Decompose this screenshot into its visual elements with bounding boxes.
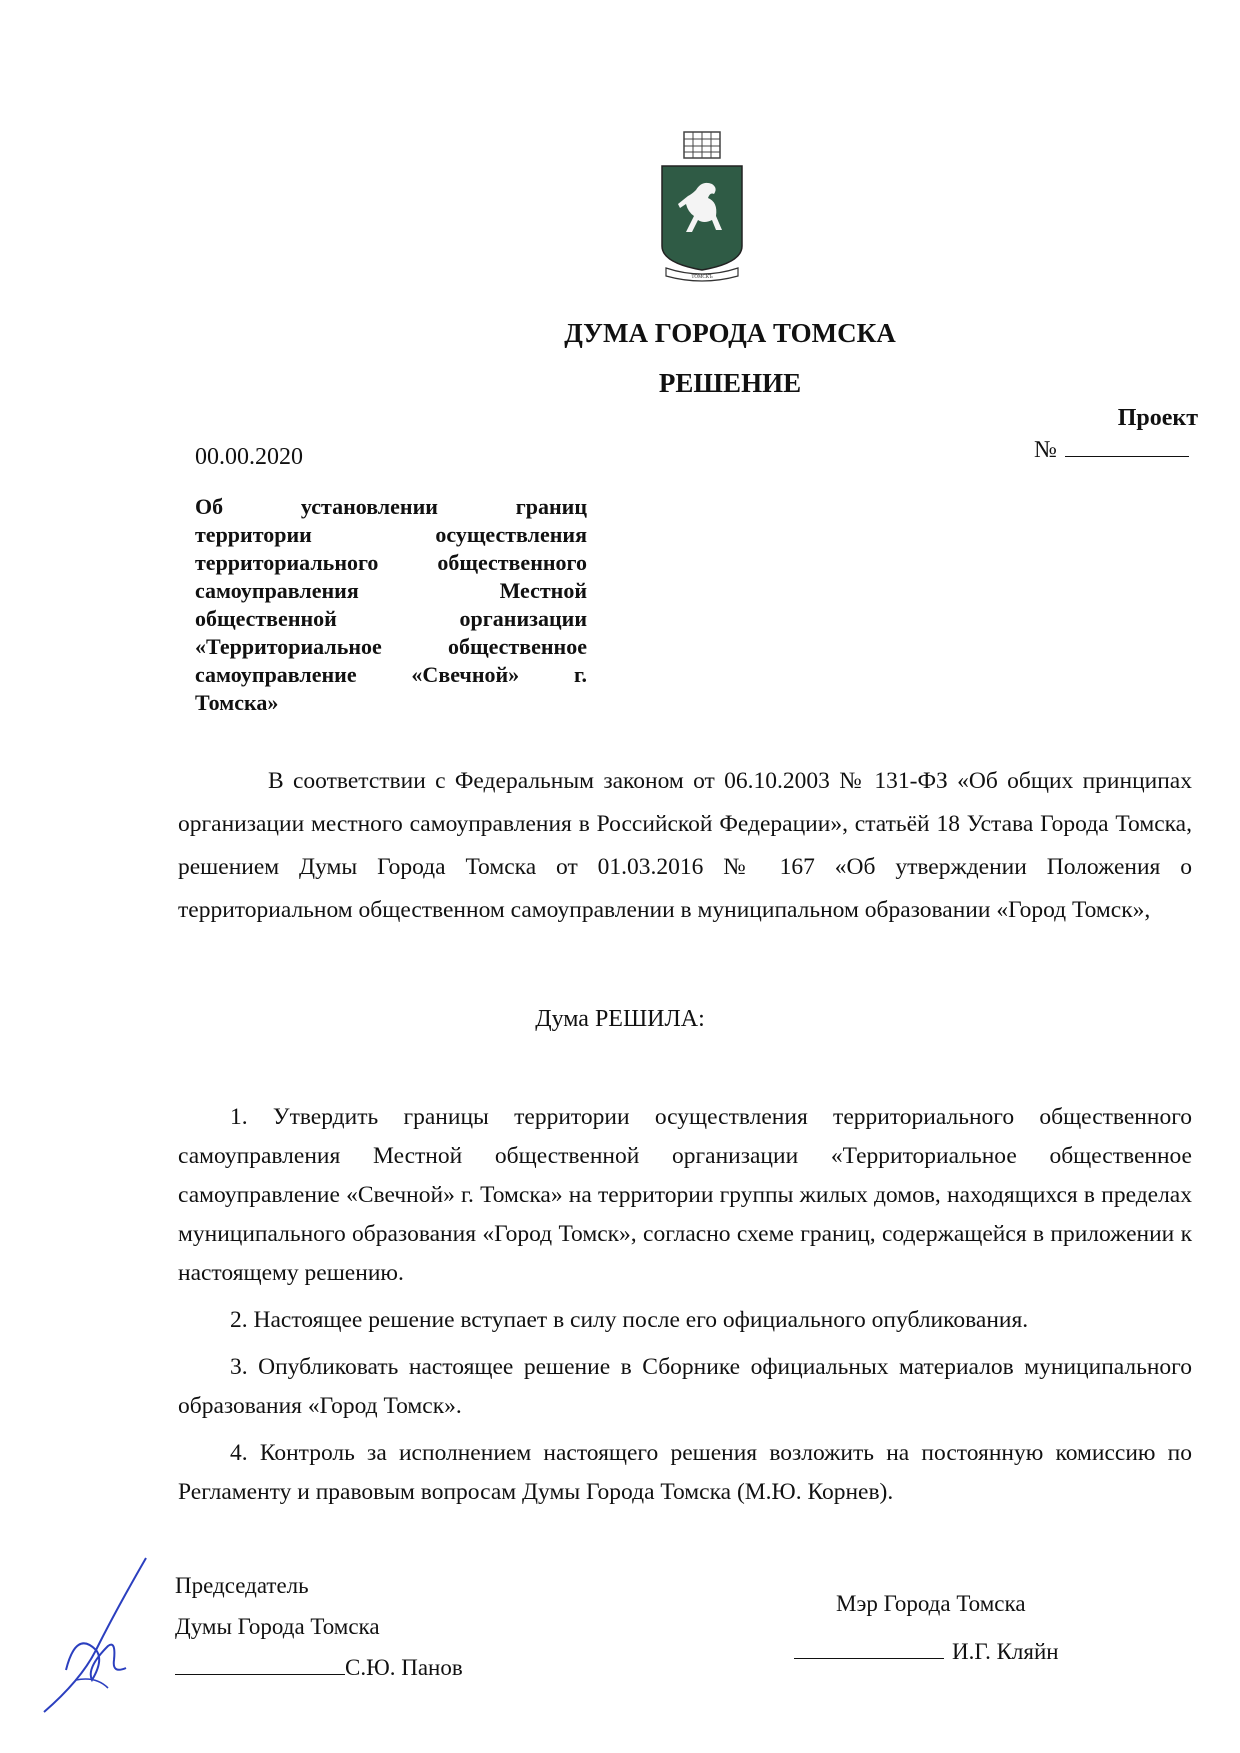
mayor-signature-line: [794, 1636, 944, 1659]
decision-item: 1. Утвердить границы территории осуществления территориального общественного самоуправления Местной общественной организации «Территориальное общественное самоуправление «Свечной» г. Томска» на территории группы жилых домов, находящихся в пределах муниципального образования «Город Томск», согласно схеме границ, содержащейся в приложении к настоящему решению.: [178, 1104, 1192, 1286]
city-emblem: [652, 128, 752, 286]
subject-line: Томска»: [195, 690, 279, 715]
subject-line: самоуправление «Свечной» г.: [195, 662, 587, 687]
organization-title: ДУМА ГОРОДА ТОМСКА: [564, 318, 896, 348]
document-number: [1034, 436, 1189, 464]
emblem-motto: ТОМСКЪ: [691, 275, 713, 280]
decision-item: 3. Опубликовать настоящее решение в Сборнике официальных материалов муниципального образования «Город Томск».: [178, 1354, 1192, 1419]
subject-line: Об установлении границ: [195, 494, 587, 519]
subject-line: территории осуществления: [195, 522, 587, 547]
chairman-title-2: Думы Города Томска: [175, 1614, 380, 1639]
preamble: [178, 760, 1192, 932]
subject-line: территориального общественного: [195, 550, 587, 575]
chairman-name: С.Ю. Панов: [345, 1655, 463, 1680]
document-date: 00.00.2020: [195, 444, 303, 470]
handwritten-signature: [36, 1550, 166, 1720]
subject-line: общественной организации: [195, 606, 587, 631]
number-label: №: [1034, 437, 1057, 463]
document-type: РЕШЕНИЕ: [658, 368, 802, 398]
decision-heading: Дума РЕШИЛА:: [535, 1006, 705, 1032]
chairman-signature-block: [175, 1565, 463, 1688]
decision-item: 2. Настоящее решение вступает в силу после его официального опубликования.: [230, 1307, 1029, 1333]
number-blank: [1065, 436, 1189, 457]
subject-line: самоуправления Местной: [195, 578, 587, 603]
project-label: Проект: [1117, 405, 1198, 431]
chairman-title-1: Председатель: [175, 1573, 309, 1598]
mayor-signature-block: [836, 1580, 1059, 1676]
subject-line: «Территориальное общественное: [195, 634, 587, 659]
document-subject: [195, 493, 587, 717]
chairman-signature-line: [175, 1652, 345, 1675]
preamble-text: В соответствии с Федеральным законом от 06.10.2003 № 131-ФЗ «Об общих принципах организации местного самоуправления в Российской Федерации», статьёй 18 Устава Города Томска, решением Думы Города Томска от 01.03.2016 № 167 «Об утверждении Положения о территориальном общественном самоуправлении в муниципальном образовании «Город Томск»,: [178, 768, 1192, 923]
decision-items: [178, 1098, 1192, 1520]
mayor-title: Мэр Города Томска: [836, 1591, 1026, 1616]
decision-item: 4. Контроль за исполнением настоящего решения возложить на постоянную комиссию по Регламенту и правовым вопросам Думы Города Томска (М.Ю. Корнев).: [178, 1440, 1192, 1505]
mayor-name: И.Г. Кляйн: [952, 1639, 1059, 1664]
